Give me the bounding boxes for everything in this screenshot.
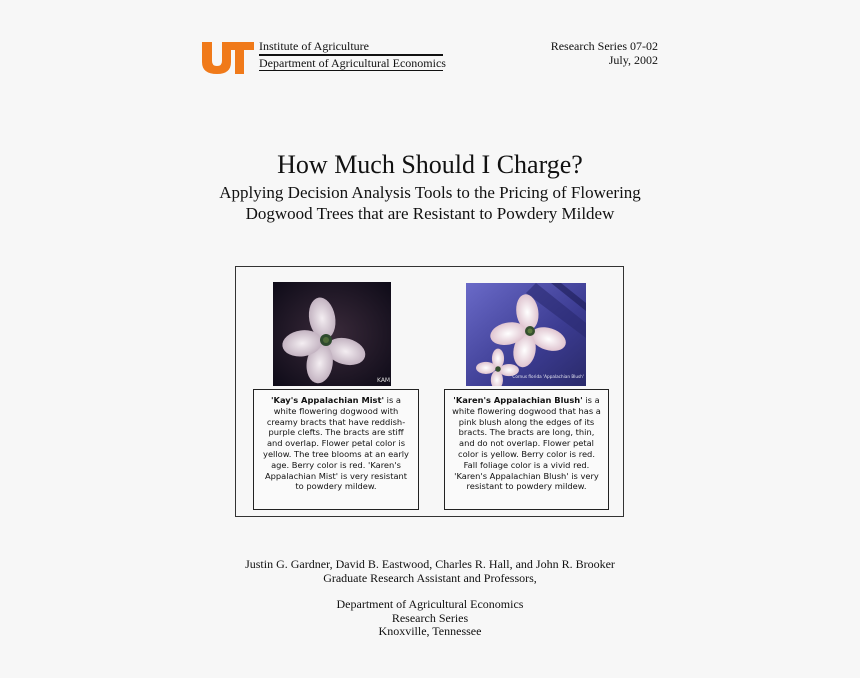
dogwood-photo-appalachian-mist xyxy=(273,282,391,386)
caption-2-name: 'Karen's Appalachian Blush' xyxy=(453,395,583,405)
affiliation-department: Department of Agricultural Economics xyxy=(336,597,524,611)
affiliation-location: Knoxville, Tennessee xyxy=(378,624,482,638)
institute-name: Institute of Agriculture xyxy=(259,39,369,53)
ut-logo-icon xyxy=(202,42,254,74)
caption-1-text: is a white flowering dogwood with creamy bracts that have reddish-purple clefts. The bracts are stiff and overlap. Flower petal color is yellow. The tree blooms at an early age. Berry color is red. 'Karen's Appalachian Mist' is very resistant to powdery mildew. xyxy=(263,395,409,492)
affiliation-series: Research Series xyxy=(391,610,469,625)
caption-appalachian-blush xyxy=(444,389,609,510)
photo1-label: KAM xyxy=(377,377,391,384)
document-subtitle xyxy=(0,182,860,224)
caption-1-name: 'Kay's Appalachian Mist' xyxy=(270,395,385,405)
subtitle-line-1: Applying Decision Analysis Tools to the Pricing of Flowering xyxy=(219,183,641,202)
photo2-label: Cornus florida 'Appalachian Blush' xyxy=(512,374,584,379)
series-block xyxy=(551,39,658,67)
subtitle-line-2: Dogwood Trees that are Resistant to Powdery Mildew xyxy=(245,204,615,223)
department-name: Department of Agricultural Economics xyxy=(259,56,446,70)
dogwood-photo-appalachian-blush xyxy=(466,283,586,386)
author-names: Justin G. Gardner, David B. Eastwood, Charles R. Hall, and John R. Brooker xyxy=(245,557,615,571)
series-number: Research Series 07-02 xyxy=(550,39,658,53)
caption-appalachian-mist xyxy=(253,389,419,510)
header-rule-bottom xyxy=(259,70,443,71)
document-title: How Much Should I Charge? xyxy=(277,150,583,179)
affiliation-block xyxy=(0,598,860,639)
author-roles: Graduate Research Assistant and Professors, xyxy=(323,571,537,585)
institution-block xyxy=(259,39,446,71)
caption-2-text: is a white flowering dogwood that has a pink blush along the edges of its bracts. The bracts are long, thin, and do not overlap. Flower petal color is yellow. Berry color is red. Fall foliage color is a vivid red. 'Karen's Appalachian Blush' is very resistant to powdery mildew. xyxy=(452,395,601,492)
series-date: July, 2002 xyxy=(608,53,658,67)
authors-block xyxy=(0,557,860,585)
